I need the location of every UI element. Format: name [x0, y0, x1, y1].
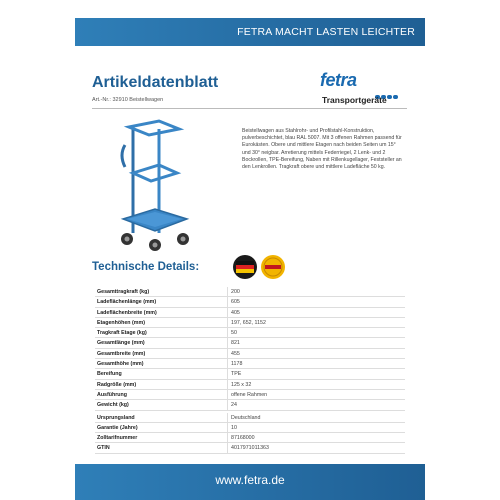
column-divider — [227, 400, 228, 410]
column-divider — [227, 369, 228, 379]
column-divider — [227, 423, 228, 433]
table-row — [95, 297, 405, 307]
table-row — [95, 380, 405, 390]
product-description: Beistellwagen aus Stahlrohr- und Profilstahl-Konstruktion, pulverbeschichtet, blau RAL 5007. Mit 3 offenen Rahmen passend für Eurokästen. Obere und mittlere Etagen nach beiden Seiten um 15° und 30° neigbar. Arretierung mittels Federriegel, 2 Lenk- und 2 Bockrollen, TPE-Bereifung, Naben mit Rillenkugellager, Feststeller an den Lenkrollen. Tragkraft obere und mittlere Ladefläche 50 kg. — [242, 128, 402, 171]
spec-value: 125 x 32 — [231, 381, 252, 388]
spec-value: TPE — [231, 371, 242, 378]
table-row — [95, 413, 405, 423]
spec-value: 455 — [231, 350, 240, 357]
column-divider — [227, 287, 228, 297]
spec-value: 1178 — [231, 361, 243, 368]
logo-subtitle: Transportgeräte — [322, 95, 387, 105]
table-row — [95, 328, 405, 338]
table-row — [95, 390, 405, 400]
table-row — [95, 423, 405, 433]
table-row — [95, 318, 405, 328]
spec-rows — [95, 287, 405, 411]
column-divider — [227, 297, 228, 307]
quality-badges — [231, 253, 291, 281]
technical-details-heading: Technische Details: — [92, 261, 200, 273]
table-row — [95, 338, 405, 348]
spec-label: Ausführung — [97, 391, 128, 398]
origin-rows — [95, 413, 405, 454]
spec-label: Ladeflächenbreite (mm) — [97, 309, 157, 316]
spec-table — [95, 287, 405, 454]
spec-label: Gesamthöhe (mm) — [97, 361, 144, 368]
spec-value: 4017971011363 — [231, 445, 269, 452]
column-divider — [227, 380, 228, 390]
spec-label: Bereifung — [97, 371, 122, 378]
column-divider — [227, 349, 228, 359]
fetra-logo — [320, 70, 410, 110]
spec-value: 821 — [231, 340, 240, 347]
spec-value: 10 — [231, 424, 237, 431]
table-row — [95, 359, 405, 369]
column-divider — [227, 328, 228, 338]
spec-label: Garantie (Jahre) — [97, 424, 138, 431]
column-divider — [227, 318, 228, 328]
column-divider — [227, 433, 228, 443]
table-row — [95, 369, 405, 379]
column-divider — [227, 443, 228, 453]
spec-value: 200 — [231, 289, 240, 295]
spec-value: offene Rahmen — [231, 391, 268, 398]
table-row — [95, 443, 405, 453]
spec-value: 197, 652, 1152 — [231, 319, 266, 326]
spec-value: Deutschland — [231, 414, 261, 421]
made-in-germany-badge-icon — [233, 255, 257, 279]
spec-value: 50 — [231, 330, 237, 337]
logo-dots-icon — [375, 86, 399, 92]
table-row — [95, 400, 405, 410]
spec-label: Tragkraft Etage (kg) — [97, 330, 147, 337]
bottom-banner — [75, 464, 425, 500]
spec-label: Radgröße (mm) — [97, 381, 137, 388]
spec-label: Ursprungsland — [97, 414, 135, 421]
banner-tagline: FETRA MACHT LASTEN LEICHTER — [237, 26, 415, 38]
spec-label: Gesamttragkraft (kg) — [97, 289, 150, 295]
spec-value: 24 — [231, 402, 237, 409]
spec-label: Gesamtlänge (mm) — [97, 340, 145, 347]
article-number: Art.-Nr.: 32910 Beistellwagen — [92, 97, 164, 103]
column-divider — [227, 338, 228, 348]
spec-label: Ladeflächenlänge (mm) — [97, 299, 157, 306]
spec-label: Zolltarifnummer — [97, 435, 138, 442]
spec-label: Gewicht (kg) — [97, 402, 129, 409]
table-row — [95, 433, 405, 443]
table-row — [95, 308, 405, 318]
datasheet-page — [75, 12, 425, 500]
footer-url[interactable]: www.fetra.de — [215, 473, 285, 487]
page-title: Artikeldatenblatt — [92, 74, 219, 91]
top-banner — [75, 18, 425, 46]
spec-label: Etagenhöhen (mm) — [97, 319, 145, 326]
guarantee-badge-icon — [261, 255, 285, 279]
table-row — [95, 349, 405, 359]
spec-label: GTIN — [97, 445, 110, 452]
spec-value: 605 — [231, 299, 240, 306]
spec-value: 405 — [231, 309, 240, 316]
product-image — [115, 115, 195, 255]
table-row — [95, 287, 405, 297]
column-divider — [227, 390, 228, 400]
column-divider — [227, 413, 228, 423]
spec-label: Gesamtbreite (mm) — [97, 350, 146, 357]
column-divider — [227, 359, 228, 369]
spec-value: 87168000 — [231, 435, 255, 442]
column-divider — [227, 308, 228, 318]
logo-wordmark: fetra — [320, 70, 357, 90]
